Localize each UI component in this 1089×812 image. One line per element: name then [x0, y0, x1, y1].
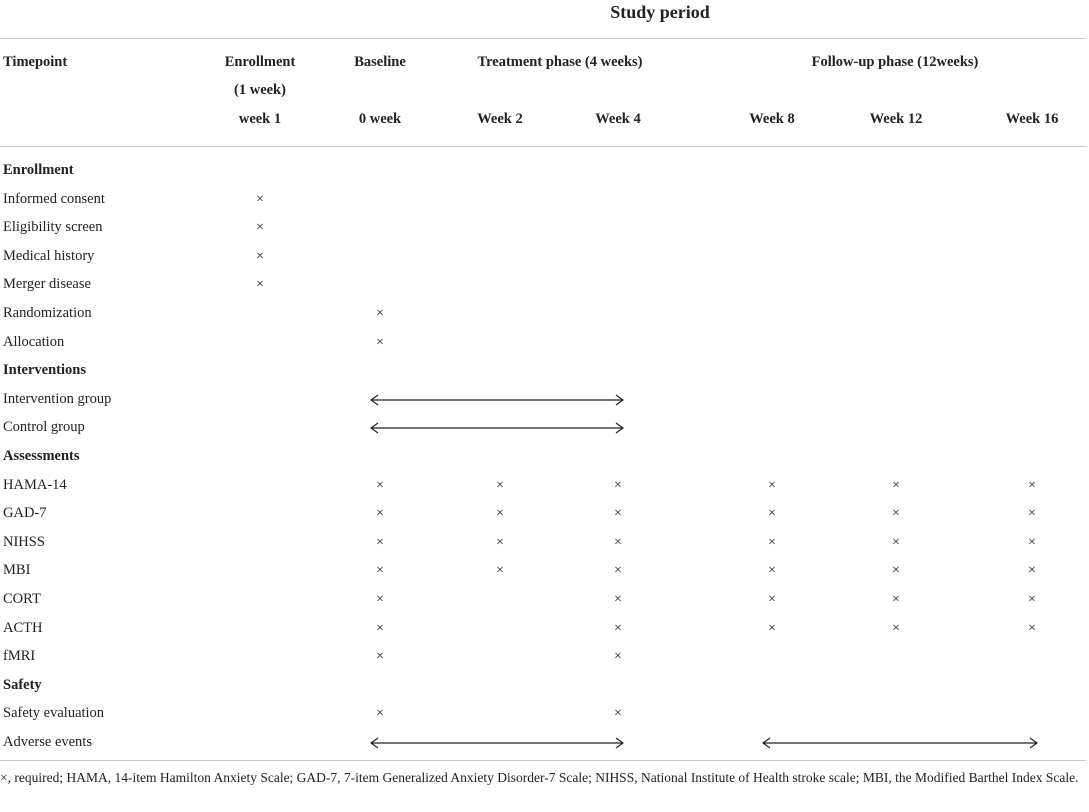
required-mark: ×: [496, 534, 504, 550]
duration-arrow: [370, 735, 624, 751]
required-mark: ×: [1028, 592, 1036, 607]
row-label: Medical history: [3, 247, 95, 264]
row-label: Merger disease: [3, 276, 91, 293]
row-label: Eligibility screen: [3, 219, 103, 236]
required-mark: ×: [892, 534, 900, 550]
required-mark: ×: [768, 534, 776, 550]
header-week2: Week 2: [477, 111, 523, 127]
required-mark: ×: [376, 706, 384, 722]
required-mark: ×: [376, 592, 384, 607]
table-footnote: ×, required; HAMA, 14-item Hamilton Anxiety Scale; GAD-7, 7-item Generalized Anxiety Disorder-7 Scale; NIHSS, National Institute of Health stroke scale; MBI, the Modified Barthel Index Scale.: [0, 770, 1079, 785]
section-label: Safety: [3, 676, 42, 693]
required-mark: ×: [376, 620, 384, 636]
required-mark: ×: [768, 620, 776, 636]
required-mark: ×: [892, 477, 900, 493]
required-mark: ×: [1028, 506, 1036, 522]
header-treatment-phase: Treatment phase (4 weeks): [477, 54, 643, 70]
row-label: NIHSS: [3, 533, 45, 550]
required-mark: ×: [376, 649, 384, 665]
required-mark: ×: [376, 534, 384, 550]
required-mark: ×: [614, 477, 622, 493]
duration-arrow: [370, 392, 624, 408]
row-label: MBI: [3, 562, 31, 579]
required-mark: ×: [376, 306, 384, 321]
double-arrow-line: [371, 738, 623, 748]
required-mark: ×: [496, 477, 504, 493]
required-mark: ×: [1028, 534, 1036, 550]
duration-arrow: [370, 420, 624, 436]
required-mark: ×: [376, 563, 384, 579]
required-mark: ×: [892, 592, 900, 607]
row-label: CORT: [3, 591, 41, 607]
header-week12: Week 12: [869, 111, 923, 127]
row-label: Intervention group: [3, 390, 112, 407]
required-mark: ×: [614, 649, 622, 665]
row-label: fMRI: [3, 648, 36, 665]
section-label: Interventions: [3, 362, 86, 379]
required-mark: ×: [1028, 620, 1036, 636]
header-week16: Week 16: [1005, 111, 1059, 127]
required-mark: ×: [496, 563, 504, 579]
row-label: GAD-7: [3, 505, 47, 522]
double-arrow-line: [371, 423, 623, 433]
table-title: Study period: [610, 2, 710, 22]
required-mark: ×: [614, 706, 622, 722]
required-mark: ×: [1028, 563, 1036, 579]
required-mark: ×: [256, 248, 264, 264]
required-mark: ×: [376, 477, 384, 493]
header-timepoint: Timepoint: [3, 54, 68, 70]
row-label: Randomization: [3, 305, 92, 321]
required-mark: ×: [256, 277, 264, 293]
row-label: Adverse events: [3, 734, 92, 750]
required-mark: ×: [614, 563, 622, 579]
required-mark: ×: [892, 563, 900, 579]
section-label: Enrollment: [3, 162, 74, 178]
required-mark: ×: [768, 563, 776, 579]
rule-bottom: [0, 760, 1086, 761]
double-arrow-line: [371, 395, 623, 405]
double-arrow-line: [763, 738, 1037, 748]
header-enrollment-duration: (1 week): [234, 82, 286, 98]
required-mark: ×: [496, 506, 504, 522]
duration-arrow: [762, 735, 1038, 751]
required-mark: ×: [892, 506, 900, 522]
required-mark: ×: [768, 477, 776, 493]
header-week1: week 1: [238, 111, 282, 127]
header-week0: 0 week: [358, 111, 402, 127]
required-mark: ×: [614, 620, 622, 636]
header-baseline: Baseline: [354, 54, 406, 70]
row-label: Informed consent: [3, 190, 105, 207]
required-mark: ×: [1028, 477, 1036, 493]
required-mark: ×: [892, 620, 900, 636]
header-week4: Week 4: [595, 111, 641, 127]
header-followup-phase: Follow-up phase (12weeks): [811, 54, 979, 70]
required-mark: ×: [376, 334, 384, 350]
row-label: HAMA-14: [3, 476, 67, 493]
section-label: Assessments: [3, 448, 80, 464]
required-mark: ×: [614, 506, 622, 522]
row-label: Allocation: [3, 333, 65, 350]
required-mark: ×: [256, 191, 264, 207]
row-label: Safety evaluation: [3, 705, 105, 722]
required-mark: ×: [768, 592, 776, 607]
required-mark: ×: [376, 506, 384, 522]
required-mark: ×: [614, 592, 622, 607]
row-label: Control group: [3, 419, 85, 436]
required-mark: ×: [614, 534, 622, 550]
rule-top: [0, 38, 1086, 39]
row-label: ACTH: [3, 619, 43, 636]
required-mark: ×: [768, 506, 776, 522]
header-week8: Week 8: [749, 111, 795, 127]
required-mark: ×: [256, 220, 264, 236]
rule-header: [0, 146, 1086, 147]
header-enrollment: Enrollment: [224, 54, 296, 70]
